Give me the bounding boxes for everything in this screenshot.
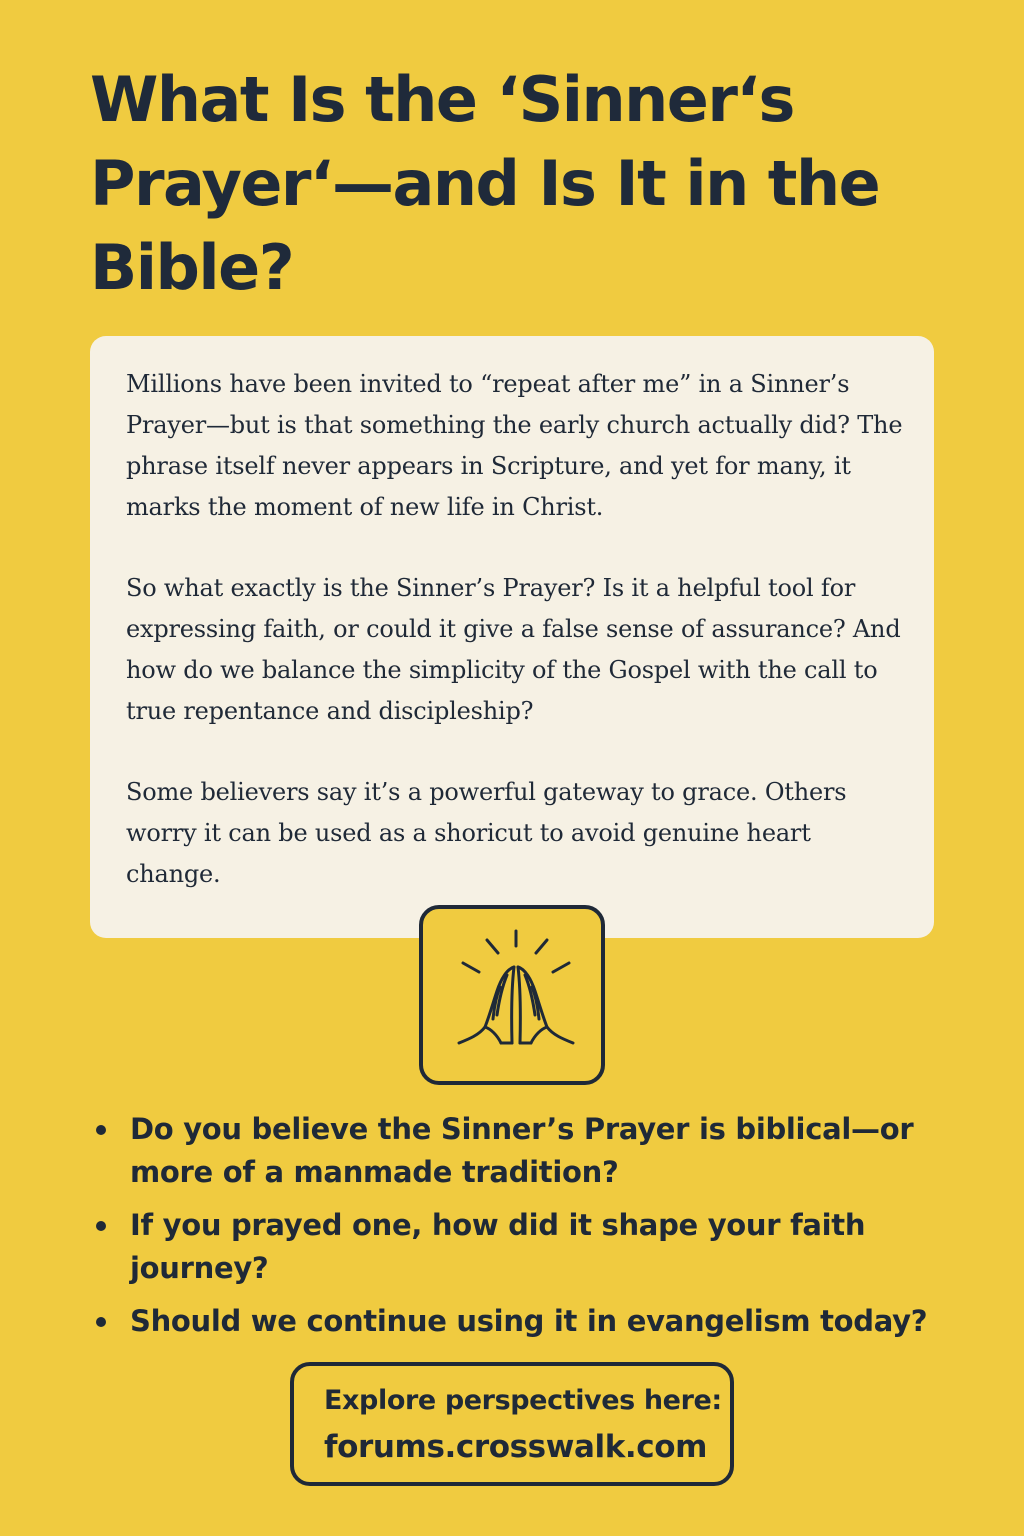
intro-paragraph: Millions have been invited to “repeat after me” in a Sinner’s Prayer—but is that something the early church actually did? The phrase itself never appears in Scripture, and yet for many, it marks the moment of new life in Christ.	[126, 370, 903, 521]
bullet-icon	[96, 1221, 106, 1231]
question-text: If you prayed one, how did it shape your faith journey?	[130, 1208, 866, 1285]
question-text: Should we continue using it in evangelism today?	[130, 1304, 928, 1338]
intro-paragraph: Some believers say it’s a powerful gateway to grace. Others worry it can be used as a shoricut to avoid genuine heart change.	[126, 778, 847, 888]
praying-hands-icon-box	[419, 905, 605, 1085]
question-item	[90, 1300, 970, 1343]
bullet-icon	[96, 1317, 106, 1327]
forum-link[interactable]: forums.crosswalk.com	[324, 1429, 708, 1465]
question-item	[90, 1108, 970, 1194]
bullet-icon	[96, 1125, 106, 1135]
cta-label: Explore perspectives here:	[324, 1385, 722, 1416]
question-text: Do you believe the Sinner’s Prayer is biblical—or more of a manmade tradition?	[130, 1112, 914, 1189]
intro-paragraph: So what exactly is the Sinner’s Prayer? Is it a helpful tool for expressing faith, or could it give a false sense of assurance? And how do we balance the simplicity of the Gospel with the call to true repentance and discipleship?	[126, 574, 901, 725]
discussion-questions	[90, 1108, 970, 1353]
intro-card	[90, 336, 934, 938]
page-title: What Is the ‘Sinner‘s Prayer‘—and Is It in the Bible?	[90, 63, 880, 304]
praying-hands-icon	[423, 909, 601, 1081]
question-item	[90, 1204, 970, 1290]
cta-box[interactable]	[290, 1362, 734, 1486]
